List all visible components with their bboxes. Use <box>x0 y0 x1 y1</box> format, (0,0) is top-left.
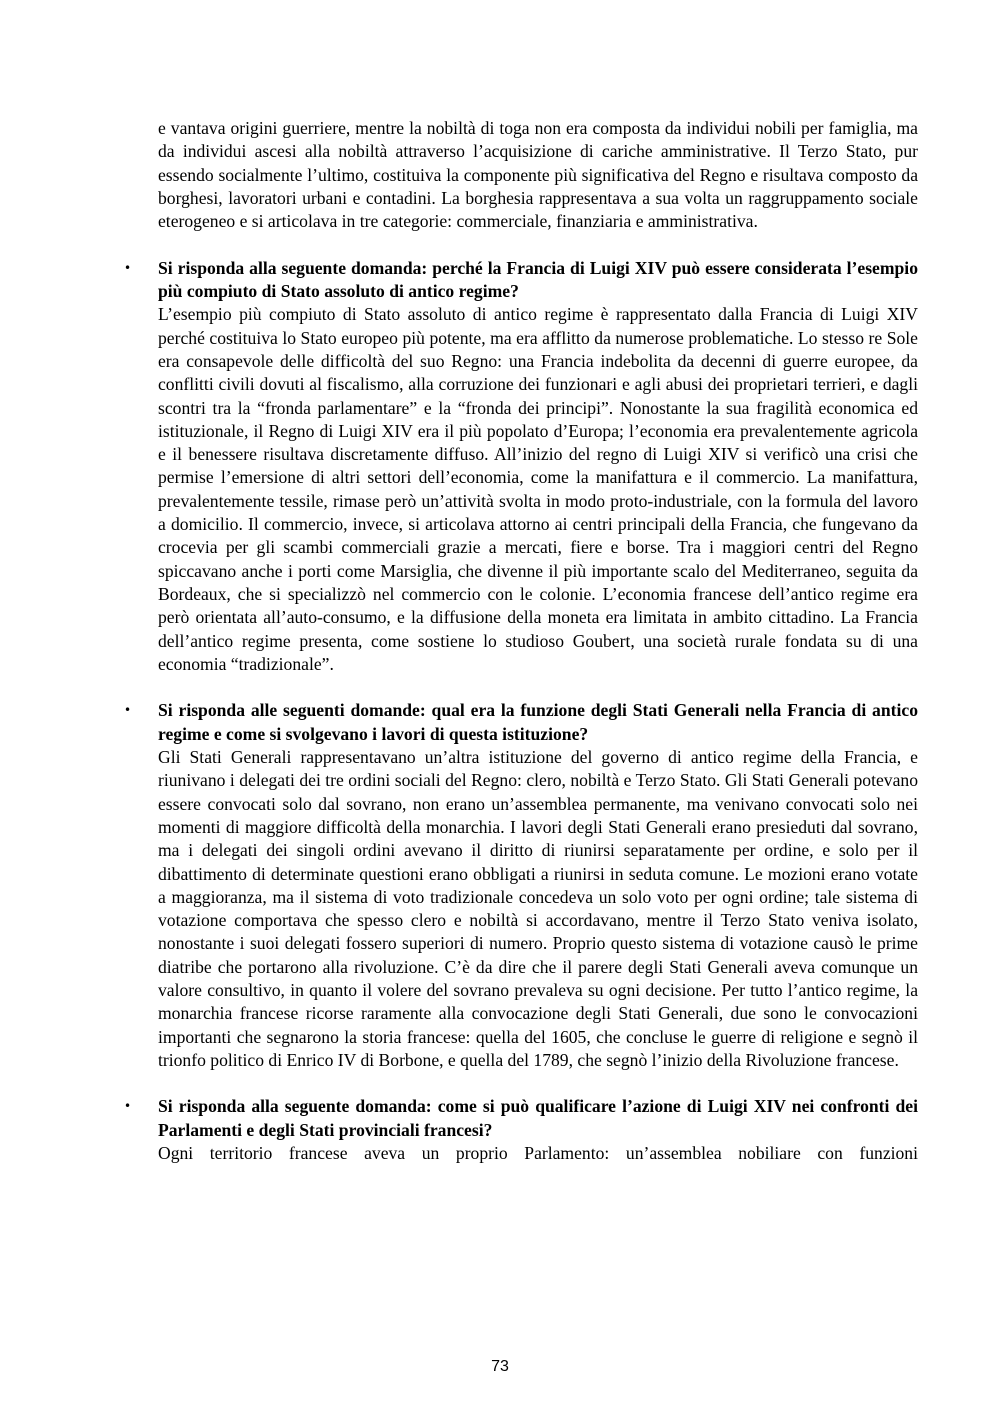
page-number: 73 <box>491 1358 509 1375</box>
bullet-icon: • <box>124 1099 132 1114</box>
question-section-2 <box>124 699 918 1072</box>
answer-paragraph: L’esempio più compiuto di Stato assoluto di antico regime è rappresentato dalla Francia di Luigi XIV perché costituiva lo Stato europeo più potente, ma era afflitto da numerose problematiche. Lo stesso re Sole era consapevole delle difficoltà del suo Regno: una Francia indebolita da decenni di guerre europee, da conflitti civili dovuti al fiscalismo, alla corruzione dei funzionari e agli abusi dei proprietari terrieri, e dagli scontri tra la “fronda parlamentare” e la “fronda dei principi”. Nonostante la sua fragilità economica ed istituzionale, il Regno di Luigi XIV era il più popolato d’Europa; l’economia era prevalentemente agricola e il benessere risultava discretamente diffuso. All’inizio del regno di Luigi XIV si verificò una crisi che permise l’emersione di altri settori dell’economia, come la manifattura e il commercio. La manifattura, prevalentemente tessile, rimase però un’attività svolta in modo proto-industriale, con la formula del lavoro a domicilio. Il commercio, invece, si articolava attorno ai centri principali della Francia, che fungevano da crocevia per gli scambi commerciali grazie a mercati, fiere e borse. Tra i maggiori centri del Regno spiccavano anche i porti come Marsiglia, che divenne il più importante scalo del Mediterraneo, seguita da Bordeaux, che si specializzò nel commercio con le colonie. L’economia francese dell’antico regime era però orientata all’auto-consumo, e la diffusione della moneta era limitata in ambito cittadino. La Francia dell’antico regime presenta, come sostiene lo studioso Goubert, una società rurale fondata su di una economia “tradizionale”. <box>158 304 918 674</box>
answer-paragraph: Gli Stati Generali rappresentavano un’altra istituzione del governo di antico regime della Francia, e riunivano i delegati dei tre ordini sociali del Regno: clero, nobiltà e Terzo Stato. Gli Stati Generali potevano essere convocati solo dal sovrano, non erano un’assemblea permanente, ma venivano convocati solo nei momenti di maggiore difficoltà della monarchia. I lavori degli Stati Generali erano presieduti dal sovrano, ma i delegati dei singoli ordini avevano il diritto di riunirsi separatamente per ordine, e solo per il dibattimento di determinate questioni erano obbligati a riunirsi in seduta comune. Le mozioni erano votate a maggioranza, ma il sistema di voto tradizionale concedeva un solo voto per ogni ordine; tale sistema di votazione comportava che spesso clero e nobiltà si accordavano, mentre il Terzo Stato veniva isolato, nonostante i suoi delegati fossero superiori di numero. Proprio questo sistema di votazione causò le prime diatribe che portarono alla rivoluzione. C’è da dire che il parere degli Stati Generali aveva comunque un valore consultivo, in quanto il volere del sovrano prevaleva su ogni decisione. Per tutto l’antico regime, la monarchia francese ricorse raramente alla convocazione degli Stati Generali, due sono le convocazioni importanti che segnarono la storia francese: quella del 1605, che concluse le guerre di religione e segnò il trionfo politico di Enrico IV di Borbone, e quella del 1789, che segnò l’inizio della Rivoluzione francese. <box>158 747 918 1070</box>
question-section-3 <box>124 1095 918 1165</box>
page-body <box>124 117 918 1165</box>
answer-paragraph: Ogni territorio francese aveva un proprio Parlamento: un’assemblea nobiliare con funzioni <box>158 1143 918 1164</box>
question-section-1 <box>124 257 918 676</box>
question-heading: Si risponda alla seguente domanda: come si può qualificare l’azione di Luigi XIV nei confronti dei Parlamenti e degli Stati provinciali francesi? <box>158 1096 918 1140</box>
bullet-icon: • <box>124 703 132 718</box>
question-heading: Si risponda alle seguenti domande: qual era la funzione degli Stati Generali nella Francia di antico regime e come si svolgevano i lavori di questa istituzione? <box>158 700 918 744</box>
bullet-icon: • <box>124 260 132 275</box>
intro-paragraph: e vantava origini guerriere, mentre la nobiltà di toga non era composta da individui nobili per famiglia, ma da individui ascesi alla nobiltà attraverso l’acquisizione di cariche amministrative. Il Terzo Stato, pur essendo socialmente l’ultimo, costituiva la componente più significativa del Regno e risultava composto da borghesi, lavoratori urbani e contadini. La borghesia rappresentava a sua volta un raggruppamento sociale eterogeneo e si articolava in tre categorie: commerciale, finanziaria e amministrativa. <box>158 118 918 232</box>
question-heading: Si risponda alla seguente domanda: perché la Francia di Luigi XIV può essere considerata l’esempio più compiuto di Stato assoluto di antico regime? <box>158 257 918 302</box>
